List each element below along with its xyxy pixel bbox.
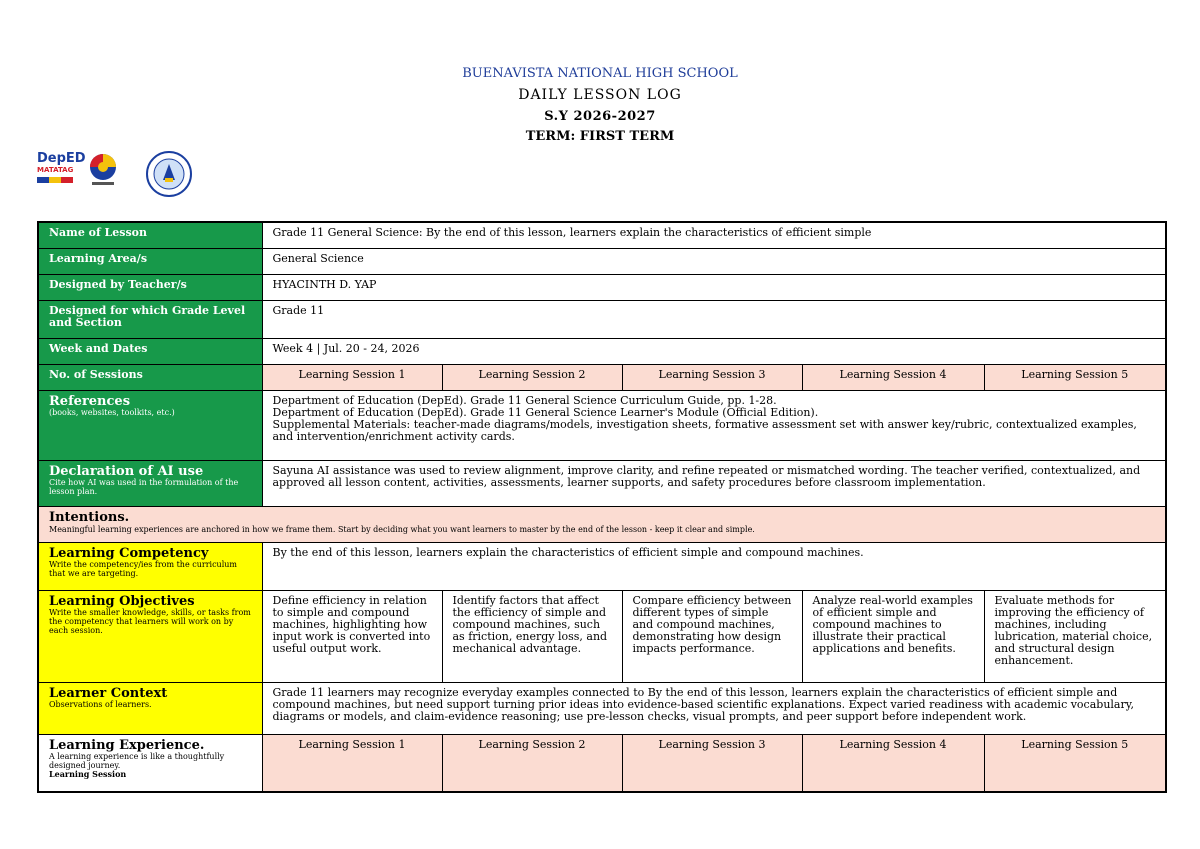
grade-level-value: Grade 11	[262, 300, 1166, 338]
objective-session-4: Analyze real-world examples of efficient simple and compound machines to illustrate their practical applications and benefits.	[802, 590, 984, 682]
document-title: DAILY LESSON LOG	[518, 87, 682, 103]
session-header: Learning Session 4	[802, 734, 984, 792]
session-header: Learning Session 5	[984, 364, 1166, 390]
learning-session-label: Learning Session	[49, 768, 127, 779]
competency-label: Learning Competency	[49, 545, 209, 561]
name-of-lesson-label: Name of Lesson	[38, 222, 262, 248]
learning-experience-label-cell	[38, 734, 262, 792]
learner-context-label-cell	[38, 682, 262, 734]
week-dates-label: Week and Dates	[38, 338, 262, 364]
session-header: Learning Session 1	[262, 364, 442, 390]
objectives-hint: Write the smaller knowledge, skills, or tasks from the competency that learners will work on by each session.	[49, 607, 251, 635]
competency-value: By the end of this lesson, learners explain the characteristics of efficient simple and compound machines.	[262, 542, 1166, 590]
intentions-hint: Meaningful learning experiences are anchored in how we frame them. Start by deciding what you want learners to master by the end of the lesson - keep it clear and simple.	[49, 524, 755, 534]
objective-session-3: Compare efficiency between different types of simple and compound machines, demonstrating how design impacts performance.	[622, 590, 802, 682]
session-header: Learning Session 2	[442, 364, 622, 390]
session-header: Learning Session 4	[802, 364, 984, 390]
competency-label-cell	[38, 542, 262, 590]
row-designed-by	[38, 274, 1166, 300]
matatag-logo-text: MATATAG	[37, 166, 74, 174]
objective-session-2: Identify factors that affect the efficiency of simple and compound machines, such as friction, energy loss, and mechanical advantage.	[442, 590, 622, 682]
competency-hint: Write the competency/ies from the curriculum that we are targeting.	[49, 559, 238, 578]
ai-declaration-label: Declaration of AI use	[49, 463, 204, 479]
row-learning-area	[38, 248, 1166, 274]
reference-line: Supplemental Materials: teacher-made diagrams/models, investigation sheets, formative assessment set with answer key/rubric, contextualized examples, and intervention/enrichment activity cards.	[272, 417, 1137, 443]
row-week-dates	[38, 338, 1166, 364]
session-header: Learning Session 5	[984, 734, 1166, 792]
row-competency	[38, 542, 1166, 590]
row-references	[38, 390, 1166, 460]
row-ai-declaration	[38, 460, 1166, 506]
grade-level-label: Designed for which Grade Level and Section	[38, 300, 262, 338]
row-name-of-lesson	[38, 222, 1166, 248]
ai-declaration-hint: Cite how AI was used in the formulation of the lesson plan.	[49, 477, 239, 496]
objectives-label-cell	[38, 590, 262, 682]
row-intentions	[38, 506, 1166, 542]
designed-by-value: HYACINTH D. YAP	[262, 274, 1166, 300]
learner-context-value: Grade 11 learners may recognize everyday examples connected to By the end of this lesson, learners explain the characteristics of efficient simple and compound machines, but need support turning prior ideas into evidence-based scientific explanations. Expect varied readiness with academic vocabulary, diagrams or models, and claim-evidence reasoning; use pre-lesson checks, visual prompts, and peer support before independent work.	[262, 682, 1166, 734]
name-of-lesson-value: Grade 11 General Science: By the end of this lesson, learners explain the characteristics of efficient simple	[262, 222, 1166, 248]
references-hint: (books, websites, toolkits, etc.)	[49, 407, 175, 417]
learner-context-label: Learner Context	[49, 685, 168, 701]
designed-by-label: Designed by Teacher/s	[38, 274, 262, 300]
school-name: BUENAVISTA NATIONAL HIGH SCHOOL	[462, 66, 738, 81]
row-grade-level	[38, 300, 1166, 338]
sessions-label: No. of Sessions	[38, 364, 262, 390]
objective-session-1: Define efficiency in relation to simple and compound machines, highlighting how input work is converted into useful output work.	[262, 590, 442, 682]
references-label: References	[49, 393, 131, 409]
learning-area-label: Learning Area/s	[38, 248, 262, 274]
deped-matatag-logo	[37, 151, 86, 188]
session-header: Learning Session 3	[622, 364, 802, 390]
row-learning-experience	[38, 734, 1166, 792]
learning-experience-hint: A learning experience is like a thoughtfully designed journey.	[49, 751, 225, 770]
term-label: TERM: FIRST TERM	[525, 129, 675, 144]
school-year: S.Y 2026-2027	[544, 109, 656, 124]
learning-experience-label: Learning Experience.	[49, 737, 205, 753]
objective-session-5: Evaluate methods for improving the efficiency of machines, including lubrication, material choice, and structural design enhancement.	[984, 590, 1166, 682]
deped-logo-text: DepED	[37, 151, 86, 166]
learning-area-value: General Science	[262, 248, 1166, 274]
deped-seal-icon	[145, 150, 193, 198]
row-learner-context	[38, 682, 1166, 734]
reference-line: Department of Education (DepEd). Grade 11 General Science Curriculum Guide, pp. 1-28.	[272, 393, 777, 407]
row-sessions	[38, 364, 1166, 390]
ai-declaration-label-cell	[38, 460, 262, 506]
intentions-label: Intentions.	[49, 509, 130, 525]
reference-line: Department of Education (DepEd). Grade 11 General Science Learner's Module (Official Edition).	[272, 405, 819, 419]
lesson-log-table	[37, 221, 1167, 793]
objectives-label: Learning Objectives	[49, 593, 195, 609]
intentions-cell	[38, 506, 1166, 542]
week-dates-value: Week 4 | Jul. 20 - 24, 2026	[262, 338, 1166, 364]
row-objectives	[38, 590, 1166, 682]
session-header: Learning Session 1	[262, 734, 442, 792]
bagong-pilipinas-icon	[86, 152, 120, 188]
references-label-cell	[38, 390, 262, 460]
session-header: Learning Session 3	[622, 734, 802, 792]
session-header: Learning Session 2	[442, 734, 622, 792]
references-value	[262, 390, 1166, 460]
ai-declaration-value: Sayuna AI assistance was used to review alignment, improve clarity, and refine repeated or mismatched wording. The teacher verified, contextualized, and approved all lesson content, activities, assessments, learner supports, and safety procedures before classroom implementation.	[262, 460, 1166, 506]
learner-context-hint: Observations of learners.	[49, 699, 152, 709]
